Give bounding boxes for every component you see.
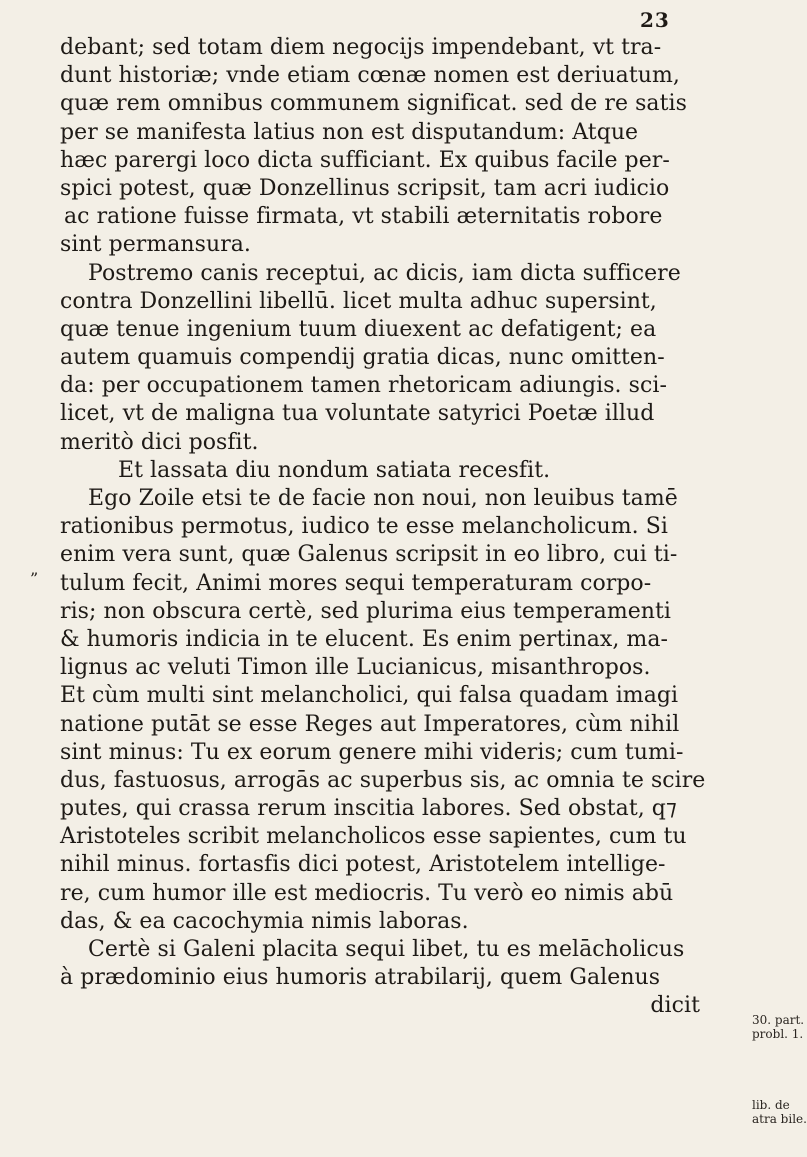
- text-line: autem quamuis compendij gratia dicas, nunc omitten-: [60, 345, 665, 371]
- text-line: quæ rem omnibus communem significat. sed de re satis: [60, 91, 687, 117]
- text-line: à prædominio eius humoris atrabilarij, quem Galenus: [60, 965, 661, 991]
- text-line: dus, fastuosus, arrogās ac superbus sis, ac omnia te scire: [60, 767, 706, 793]
- text-line: quæ tenue ingenium tuum diuexent ac defatigent; ea: [60, 316, 657, 342]
- catchword: dicit: [650, 993, 700, 1019]
- text-line: ac ratione fuisse firmata, vt stabili æternitatis robore: [64, 204, 663, 230]
- text-line: sint minus: Tu ex eorum genere mihi videris; cum tumi-: [60, 739, 684, 765]
- text-line: Aristoteles scribit melancholicos esse sapientes, cum tu: [60, 824, 687, 850]
- text-line: das, & ea cacochymia nimis laboras.: [60, 908, 469, 934]
- margin-note: lib. de atra bile.: [752, 1098, 807, 1126]
- text-line: Et cùm multi sint melancholici, qui falsa quadam imagi: [60, 683, 679, 709]
- text-line: & humoris indicia in te elucent. Es enim pertinax, ma-: [60, 626, 668, 652]
- text-line: dunt historiæ; vnde etiam cœnæ nomen est deriuatum,: [60, 63, 680, 89]
- text-line: per se manifesta latius non est disputandum: Atque: [60, 119, 639, 145]
- text-line: spici potest, quæ Donzellinus scripsit, tam acri iudicio: [60, 175, 670, 201]
- text-line: licet, vt de maligna tua voluntate satyrici Poetæ illud: [60, 401, 655, 427]
- quote-marker: ”: [30, 569, 39, 588]
- page-number: 23: [640, 8, 670, 32]
- text-line: Ego Zoile etsi te de facie non noui, non leuibus tamē: [88, 486, 678, 511]
- text-line: sint permansura.: [60, 232, 251, 258]
- text-line: rationibus permotus, iudico te esse melancholicum. Si: [60, 514, 668, 540]
- text-line: debant; sed totam diem negocijs impendebant, vt tra-: [60, 35, 662, 60]
- text-line: enim vera sunt, quæ Galenus scripsit in eo libro, cui ti-: [60, 542, 678, 568]
- text-line: tulum fecit, Animi mores sequi temperaturam corpo-: [60, 570, 652, 596]
- text-line: contra Donzellini libellū. licet multa adhuc supersint,: [60, 288, 657, 314]
- text-line: lignus ac veluti Timon ille Lucianicus, misanthropos.: [60, 655, 651, 681]
- text-line: natione putāt se esse Reges aut Imperatores, cùm nihil: [60, 711, 680, 737]
- text-line: da: per occupationem tamen rhetoricam adiungis. sci-: [60, 373, 667, 399]
- text-line: putes, qui crassa rerum inscitia labores. Sed obstat, q⁊: [60, 796, 677, 822]
- text-line: nihil minus. fortasfis dici potest, Aristotelem intellige-: [60, 852, 666, 878]
- text-line: re, cum humor ille est mediocris. Tu verò eo nimis abū: [60, 880, 674, 906]
- verse-quotation: Et lassata diu nondum satiata recesfit.: [118, 457, 551, 483]
- text-line: hæc parergi loco dicta sufficiant. Ex quibus facile per-: [60, 147, 670, 173]
- text-line: Postremo canis receptui, ac dicis, iam dicta sufficere: [88, 260, 681, 286]
- body-text: [60, 34, 740, 1021]
- text-line: meritò dici posfit.: [60, 429, 259, 455]
- text-line: ris; non obscura certè, sed plurima eius temperamenti: [60, 598, 672, 624]
- text-line: Certè si Galeni placita sequi libet, tu es melācholicus: [88, 937, 685, 962]
- margin-note: 30. part. probl. 1.: [752, 1013, 805, 1041]
